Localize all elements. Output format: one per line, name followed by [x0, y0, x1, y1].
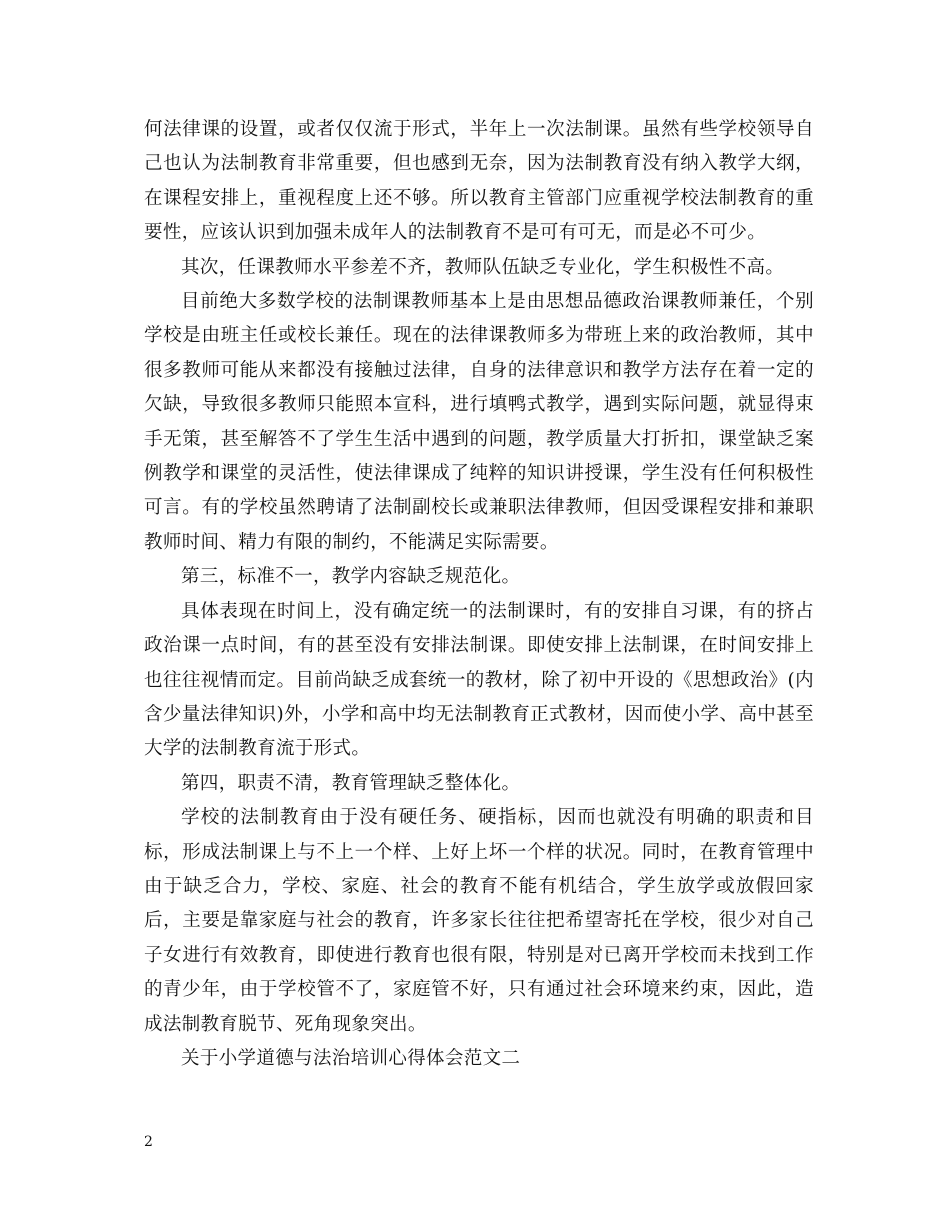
paragraph-heading: 第四，职责不清，教育管理缺乏整体化。: [181, 772, 521, 794]
page-number: 2: [144, 1134, 153, 1150]
body-text: [144, 113, 814, 1076]
paragraph-heading: 第三，标准不一，教学内容缺乏规范化。: [181, 566, 521, 588]
paragraph: 目前绝大多数学校的法制课教师基本上是由思想品德政治课教师兼任，个别学校是由班主任或校长兼任。现在的法律课教师多为带班上来的政治教师，其中很多教师可能从来都没有接触过法律，自身的法律意识和教学方法存在着一定的欠缺，导致很多教师只能照本宣科，进行填鸭式教学，遇到实际问题，就显得束手无策，甚至解答不了学生生活中遇到的问题，教学质量大打折扣，课堂缺乏案例教学和课堂的灵活性，使法律课成了纯粹的知识讲授课，学生没有任何积极性可言。有的学校虽然聘请了法制副校长或兼职法律教师，但因受课程安排和兼职教师时间、精力有限的制约，不能满足实际需要。: [144, 291, 814, 553]
paragraph: 何法律课的设置，或者仅仅流于形式，半年上一次法制课。虽然有些学校领导自己也认为法制教育非常重要，但也感到无奈，因为法制教育没有纳入教学大纲，在课程安排上，重视程度上还不够。所以教育主管部门应重视学校法制教育的重要性，应该认识到加强未成年人的法制教育不是可有可无，而是必不可少。: [144, 119, 814, 244]
paragraph: 具体表现在时间上，没有确定统一的法制课时，有的安排自习课，有的挤占政治课一点时间，有的甚至没有安排法制课。即使安排上法制课，在时间安排上也往往视情而定。目前尚缺乏成套统一的教材，除了初中开设的《思想政治》(内含少量法律知识)外，小学和高中均无法制教育正式教材，因而使小学、高中甚至大学的法制教育流于形式。: [144, 600, 814, 760]
paragraph: 学校的法制教育由于没有硬任务、硬指标，因而也就没有明确的职责和目标，形成法制课上与不上一个样、上好上坏一个样的状况。同时，在教育管理中由于缺乏合力，学校、家庭、社会的教育不能有机结合，学生放学或放假回家后，主要是靠家庭与社会的教育，许多家长往往把希望寄托在学校，很少对自己子女进行有效教育，即使进行教育也很有限，特别是对已离开学校而未找到工作的青少年，由于学校管不了，家庭管不好，只有通过社会环境来约束，因此，造成法制教育脱节、死角现象突出。: [144, 807, 814, 1035]
paragraph-heading: 其次，任课教师水平参差不齐，教师队伍缺乏专业化，学生积极性不高。: [181, 256, 785, 278]
section-title: 关于小学道德与法治培训心得体会范文二: [181, 1047, 521, 1069]
